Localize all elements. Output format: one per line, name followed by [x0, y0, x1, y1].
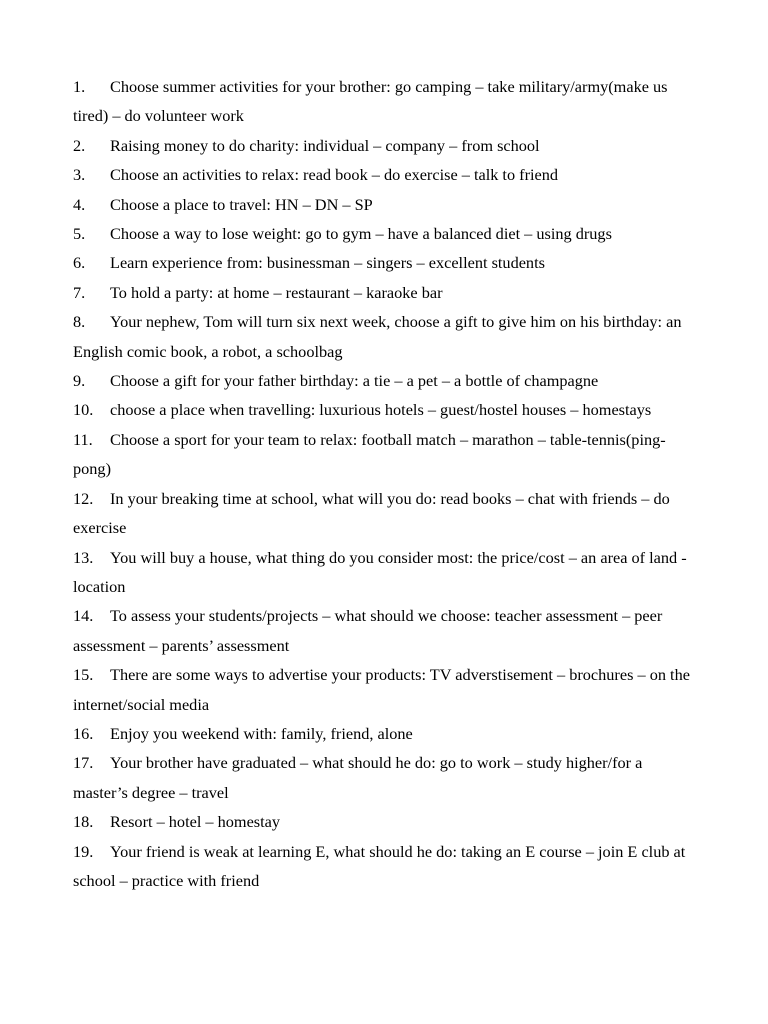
- item-number: 11.: [73, 429, 93, 449]
- list-item: [73, 601, 697, 660]
- item-number: 12.: [73, 488, 94, 508]
- item-text: Raising money to do charity: individual – company – from school: [110, 135, 540, 155]
- item-number: 6.: [73, 253, 86, 273]
- list-item: [73, 425, 697, 484]
- list-item: [73, 366, 697, 395]
- list-item: [73, 395, 697, 424]
- list-item: [73, 543, 697, 602]
- list-item: [73, 484, 697, 543]
- item-number: 2.: [73, 135, 86, 155]
- item-number: 19.: [73, 841, 94, 861]
- item-number: 13.: [73, 547, 94, 567]
- item-number: 17.: [73, 753, 94, 773]
- item-text: Choose a gift for your father birthday: a tie – a pet – a bottle of champagne: [110, 371, 599, 391]
- question-list: [73, 72, 697, 895]
- list-item: [73, 131, 697, 160]
- item-text: To assess your students/projects – what should we choose: teacher assessment – peer assessment – parents’ assessment: [73, 606, 663, 655]
- list-item: [73, 219, 697, 248]
- item-number: 16.: [73, 723, 94, 743]
- item-text: Choose a way to lose weight: go to gym – have a balanced diet – using drugs: [110, 224, 612, 244]
- item-number: 5.: [73, 224, 86, 244]
- list-item: [73, 719, 697, 748]
- list-item: [73, 248, 697, 277]
- item-number: 9.: [73, 371, 86, 391]
- item-text: Your nephew, Tom will turn six next week, choose a gift to give him on his birthday: an English comic book, a robot, a schoolbag: [73, 312, 682, 361]
- item-text: Your brother have graduated – what should he do: go to work – study higher/for a master’s degree – travel: [73, 753, 643, 802]
- list-item: [73, 160, 697, 189]
- item-text: choose a place when travelling: luxurious hotels – guest/hostel houses – homestays: [110, 400, 652, 420]
- item-number: 8.: [73, 312, 86, 332]
- item-number: 14.: [73, 606, 94, 626]
- item-text: Choose a sport for your team to relax: football match – marathon – table-tennis(ping-pong): [73, 429, 666, 479]
- list-item: [73, 748, 697, 807]
- item-number: 4.: [73, 194, 86, 214]
- list-item: [73, 72, 697, 131]
- list-item: [73, 278, 697, 307]
- item-number: 18.: [73, 812, 94, 832]
- item-text: In your breaking time at school, what will you do: read books – chat with friends – do exercise: [73, 488, 670, 538]
- item-text: Enjoy you weekend with: family, friend, alone: [110, 723, 413, 743]
- item-text: Your friend is weak at learning E, what should he do: taking an E course – join E club at school – practice with friend: [73, 841, 686, 890]
- list-item: [73, 660, 697, 719]
- list-item: [73, 307, 697, 366]
- item-number: 15.: [73, 665, 94, 685]
- item-number: 10.: [73, 400, 94, 420]
- item-number: 1.: [73, 77, 86, 96]
- item-text: There are some ways to advertise your products: TV adverstisement – brochures – on the internet/social media: [73, 665, 690, 714]
- item-text: You will buy a house, what thing do you consider most: the price/cost – an area of land - location: [73, 547, 687, 596]
- list-item: [73, 807, 697, 836]
- item-text: To hold a party: at home – restaurant – karaoke bar: [110, 282, 443, 302]
- item-text: Resort – hotel – homestay: [110, 812, 281, 832]
- item-text: Choose a place to travel: HN – DN – SP: [110, 194, 373, 214]
- item-number: 7.: [73, 282, 86, 302]
- item-text: Learn experience from: businessman – singers – excellent students: [110, 253, 545, 273]
- list-item: [73, 837, 697, 896]
- item-number: 3.: [73, 165, 86, 185]
- item-text: Choose summer activities for your brother: go camping – take military/army(make us tired) – do volunteer work: [73, 77, 668, 126]
- item-text: Choose an activities to relax: read book – do exercise – talk to friend: [110, 165, 559, 185]
- list-item: [73, 190, 697, 219]
